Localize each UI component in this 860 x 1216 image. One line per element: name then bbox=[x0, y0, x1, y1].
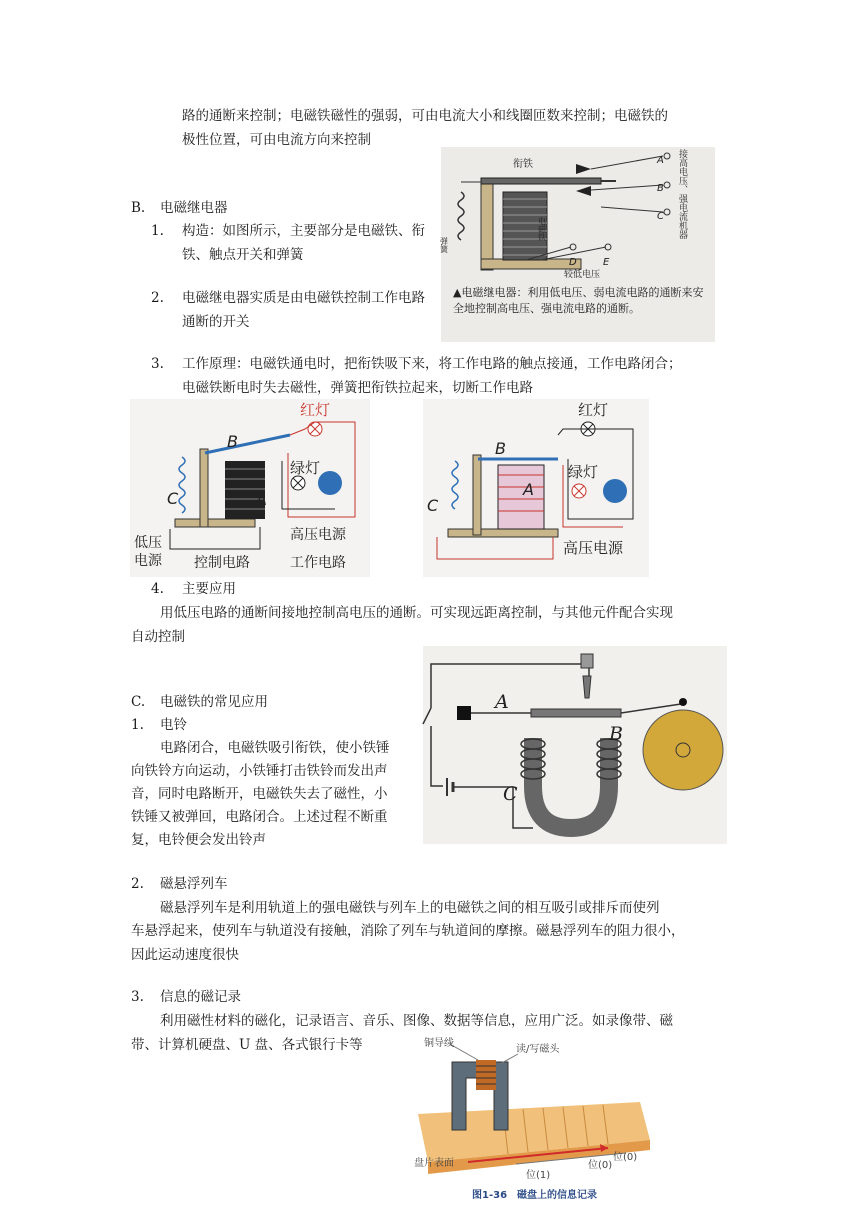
bit-0-label-b: 位(0) bbox=[613, 1152, 638, 1163]
armature-label: 衔铁 bbox=[513, 159, 533, 170]
relay-circuit-figure-2 bbox=[423, 399, 649, 577]
list-number: 4. bbox=[151, 581, 164, 597]
high-power-label: 高压电源 bbox=[290, 527, 346, 543]
list-number: 3. bbox=[151, 356, 164, 372]
magnetic-record-text-line: 带、计算机硬盘、U 盘、各式银行卡等 bbox=[131, 1037, 363, 1053]
bell-text-line: 向铁铃方向运动，小铁锤打击铁铃而发出声 bbox=[131, 763, 388, 779]
list-item-principle-line1: 工作原理：电磁铁通电时，把衔铁吸下来，将工作电路的触点接通，工作电路闭合； bbox=[182, 356, 682, 372]
green-lamp-label: 绿灯 bbox=[290, 459, 321, 477]
section-c-marker: C. bbox=[131, 694, 146, 710]
section-c-title: 电磁铁的常见应用 bbox=[160, 694, 268, 710]
section-b-title: 电磁继电器 bbox=[160, 200, 228, 216]
magnetic-record-title: 信息的磁记录 bbox=[160, 989, 241, 1005]
label-a: A bbox=[523, 480, 534, 499]
terminal-c-label: C bbox=[657, 211, 664, 222]
intro-line-2: 极性位置，可由电流方向来控制 bbox=[182, 132, 371, 148]
list-number: 3. bbox=[131, 989, 144, 1005]
list-item-construction: 构造：如图所示，主要部分是电磁铁、衔铁、触点开关和弹簧 bbox=[182, 223, 425, 263]
spring-label: 弹簧 bbox=[439, 237, 449, 253]
bell-text-line: 电路闭合，电磁铁吸引衔铁，使小铁锤 bbox=[160, 740, 390, 756]
rw-head-label: 读/写磁头 bbox=[516, 1044, 560, 1055]
bell-text-line: 复，电铃便会发出铃声 bbox=[131, 832, 266, 848]
low-power-label-1: 低压 bbox=[134, 535, 162, 551]
application-line-1: 用低压电路的通断间接地控制高电压的通断。可实现远距离控制，与其他元件配合实现 bbox=[160, 605, 673, 621]
electric-bell-figure bbox=[423, 646, 727, 844]
green-lamp-label: 绿灯 bbox=[568, 463, 599, 481]
red-lamp-label: 红灯 bbox=[300, 401, 331, 419]
magnet-label: 电磁铁 bbox=[537, 217, 547, 241]
maglev-text-line: 车悬浮起来，使列车与轨道没有接触，消除了列车与轨道间的摩擦。磁悬浮列车的阻力很小， bbox=[131, 923, 685, 939]
label-b: B bbox=[609, 723, 623, 745]
list-number: 1. bbox=[151, 223, 164, 239]
bell-text-line: 铁锤又被弹回，电路闭合。上述过程不断重 bbox=[131, 809, 388, 825]
machine-label: 接高电压、强电流机器 bbox=[677, 149, 687, 239]
relay-circuit-figure-1 bbox=[130, 399, 370, 577]
maglev-text-line: 因此运动速度很快 bbox=[131, 947, 239, 963]
red-lamp-label: 红灯 bbox=[578, 401, 609, 419]
label-c: C bbox=[503, 783, 518, 805]
list-number: 2. bbox=[131, 876, 144, 892]
relay-figure bbox=[441, 147, 715, 342]
terminal-b-label: B bbox=[657, 183, 664, 194]
intro-line-1: 路的通断来控制；电磁铁磁性的强弱，可由电流大小和线圈匝数来控制；电磁铁的 bbox=[182, 108, 668, 124]
label-c: C bbox=[167, 489, 179, 508]
label-b: B bbox=[227, 432, 238, 451]
list-number: 2. bbox=[151, 290, 164, 306]
maglev-title: 磁悬浮列车 bbox=[160, 876, 228, 892]
magnetic-record-text-line: 利用磁性材料的磁化，记录语言、音乐、图像、数据等信息，应用广泛。如录像带、磁 bbox=[160, 1013, 673, 1029]
bit-1-label: 位(1) bbox=[526, 1170, 551, 1181]
terminal-e-label: E bbox=[603, 257, 610, 268]
high-power-label: 高压电源 bbox=[563, 539, 624, 557]
maglev-text-line: 磁悬浮列车是利用轨道上的强电磁铁与列车上的电磁铁之间的相互吸引或排斥而使列 bbox=[160, 900, 660, 916]
label-c: C bbox=[427, 496, 439, 515]
list-item-essence: 电磁继电器实质是由电磁铁控制工作电路通断的开关 bbox=[182, 290, 425, 330]
disk-recording-figure bbox=[408, 1032, 650, 1204]
bell-text-line: 音，同时电路断开，电磁铁失去了磁性，小 bbox=[131, 786, 388, 802]
relay-caption: ▲电磁继电器：利用低电压、弱电流电路的通断来安全地控制高电压、强电流电路的通断。 bbox=[453, 286, 704, 315]
low-power-label-2: 电源 bbox=[134, 553, 162, 569]
disk-caption: 图1-36 磁盘上的信息记录 bbox=[472, 1190, 598, 1201]
disk-surface-label: 盘片表面 bbox=[414, 1158, 454, 1169]
bit-0-label-a: 位(0) bbox=[588, 1160, 613, 1171]
label-a: A bbox=[256, 490, 267, 509]
section-b-marker: B. bbox=[131, 200, 146, 216]
terminal-d-label: D bbox=[569, 257, 577, 268]
work-circuit-label: 工作电路 bbox=[290, 555, 346, 571]
control-circuit-label: 控制电路 bbox=[194, 555, 250, 571]
terminal-a-label: A bbox=[657, 155, 664, 166]
bell-title: 电铃 bbox=[160, 717, 187, 733]
label-a: A bbox=[495, 691, 509, 713]
label-b: B bbox=[495, 439, 506, 458]
list-number: 1. bbox=[131, 717, 144, 733]
low-voltage-label: 较低电压 bbox=[564, 270, 601, 280]
application-line-2: 自动控制 bbox=[131, 629, 185, 645]
list-item-principle-line2: 电磁铁断电时失去磁性，弹簧把衔铁拉起来，切断工作电路 bbox=[182, 380, 533, 396]
list-item-application: 主要应用 bbox=[182, 581, 236, 597]
copper-wire-label: 铜导线 bbox=[424, 1038, 454, 1049]
